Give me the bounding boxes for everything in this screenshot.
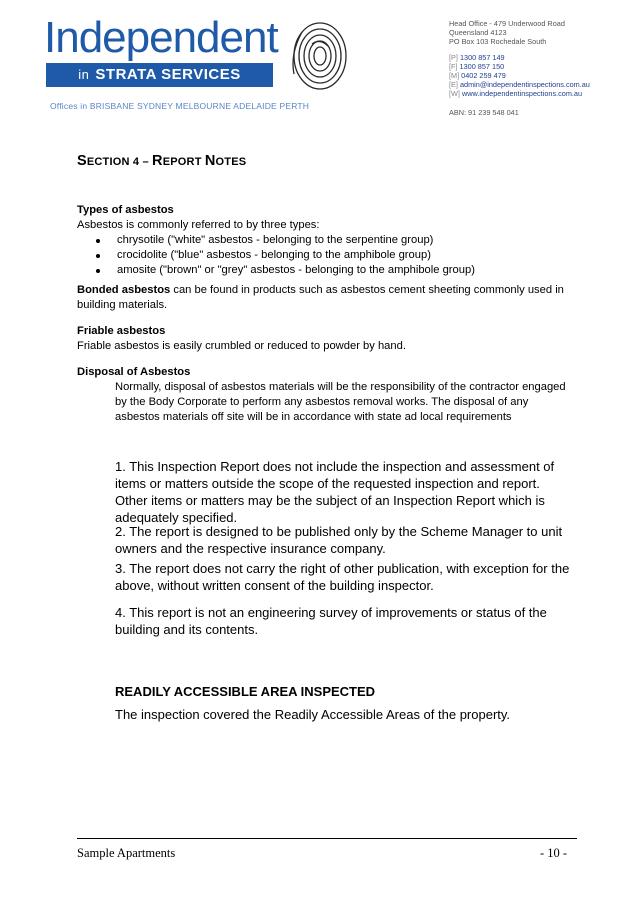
friable-block xyxy=(77,324,587,354)
web-key: [W] xyxy=(449,89,460,98)
asbestos-types-block xyxy=(77,203,587,278)
email-key: [E] xyxy=(449,80,458,89)
bonded-heading: Bonded asbestos xyxy=(77,284,171,296)
footer-divider xyxy=(77,838,577,839)
list-item: amosite ("brown" or "grey" asbestos - belonging to the amphibole group) xyxy=(77,263,587,278)
disposal-text: Normally, disposal of asbestos materials will be the responsibility of the contractor engaged by the Body Corporate to perform any asbestos removal works. The disposal of any asbestos materials off site will be in accordance with state ad local requirements xyxy=(115,381,566,423)
list-item: chrysotile ("white" asbestos - belonging to the serpentine group) xyxy=(77,233,587,248)
contact-phone xyxy=(449,53,505,62)
contact-address-1: Head Office - 479 Underwood Road xyxy=(449,19,565,28)
note-3: 3. The report does not carry the right of other publication, with exception for the above, without written consent of the building inspector. xyxy=(115,561,570,593)
contact-mobile xyxy=(449,71,506,80)
web-value: www.independentinspections.com.au xyxy=(461,89,583,98)
accessible-text: The inspection covered the Readily Accessible Areas of the property. xyxy=(115,707,511,722)
contact-web xyxy=(449,89,582,98)
mobile-value: 0402 259 479 xyxy=(461,71,506,80)
page-number: - 10 - xyxy=(540,846,568,860)
contact-abn: ABN: 91 239 548 041 xyxy=(449,108,519,117)
accessible-heading: READILY ACCESSIBLE AREA INSPECTED xyxy=(115,684,376,699)
logo-band-text: STRATA SERVICES xyxy=(95,66,241,83)
disposal-block xyxy=(77,365,587,425)
disposal-heading: Disposal of Asbestos xyxy=(77,366,191,378)
bonded-text: can be found in products such as asbestos cement sheeting commonly used in building materials. xyxy=(77,284,564,311)
logo-band xyxy=(46,63,273,87)
asbestos-types-list xyxy=(77,233,587,278)
asbestos-types-heading: Types of asbestos xyxy=(77,204,174,216)
list-item: crocidolite ("blue" asbestos - belonging to the amphibole group) xyxy=(77,248,587,263)
mobile-key: [M] xyxy=(449,71,460,80)
contact-address-2: Queensland 4123 xyxy=(449,28,507,37)
section-title: SECTION 4 – REPORT NOTES xyxy=(77,153,247,169)
contact-address-3: PO Box 103 Rochedale South xyxy=(449,37,547,46)
phone-value: 1300 857 149 xyxy=(459,53,505,62)
email-value: admin@independentinspections.com.au xyxy=(459,80,590,89)
logo-band-prefix: in xyxy=(78,67,90,82)
footer-document-name: Sample Apartments xyxy=(77,846,176,860)
note-1: 1. This Inspection Report does not include the inspection and assessment of items or matters outside the scope of the requested inspection and report. Other items or matters may be the subject of an Inspection Report which is adequately specified. xyxy=(115,459,555,525)
note-4: 4. This report is not an engineering survey of improvements or status of the building and its contents. xyxy=(115,605,547,637)
phone-key: [P] xyxy=(449,53,458,62)
contact-email xyxy=(449,80,590,89)
logo-wordmark: Independent xyxy=(44,13,278,62)
fax-value: 1300 857 150 xyxy=(459,62,505,71)
fax-key: [F] xyxy=(449,62,458,71)
asbestos-types-intro: Asbestos is commonly referred to by three types: xyxy=(77,219,320,231)
offices-line: Offices in BRISBANE SYDNEY MELBOURNE ADELAIDE PERTH xyxy=(50,101,310,111)
friable-heading: Friable asbestos xyxy=(77,325,166,337)
note-2: 2. The report is designed to be published only by the Scheme Manager to unit owners and the respective insurance company. xyxy=(115,524,563,556)
fingerprint-icon xyxy=(282,14,352,94)
bonded-paragraph xyxy=(77,283,587,313)
friable-text: Friable asbestos is easily crumbled or reduced to powder by hand. xyxy=(77,340,406,352)
contact-fax xyxy=(449,62,504,71)
